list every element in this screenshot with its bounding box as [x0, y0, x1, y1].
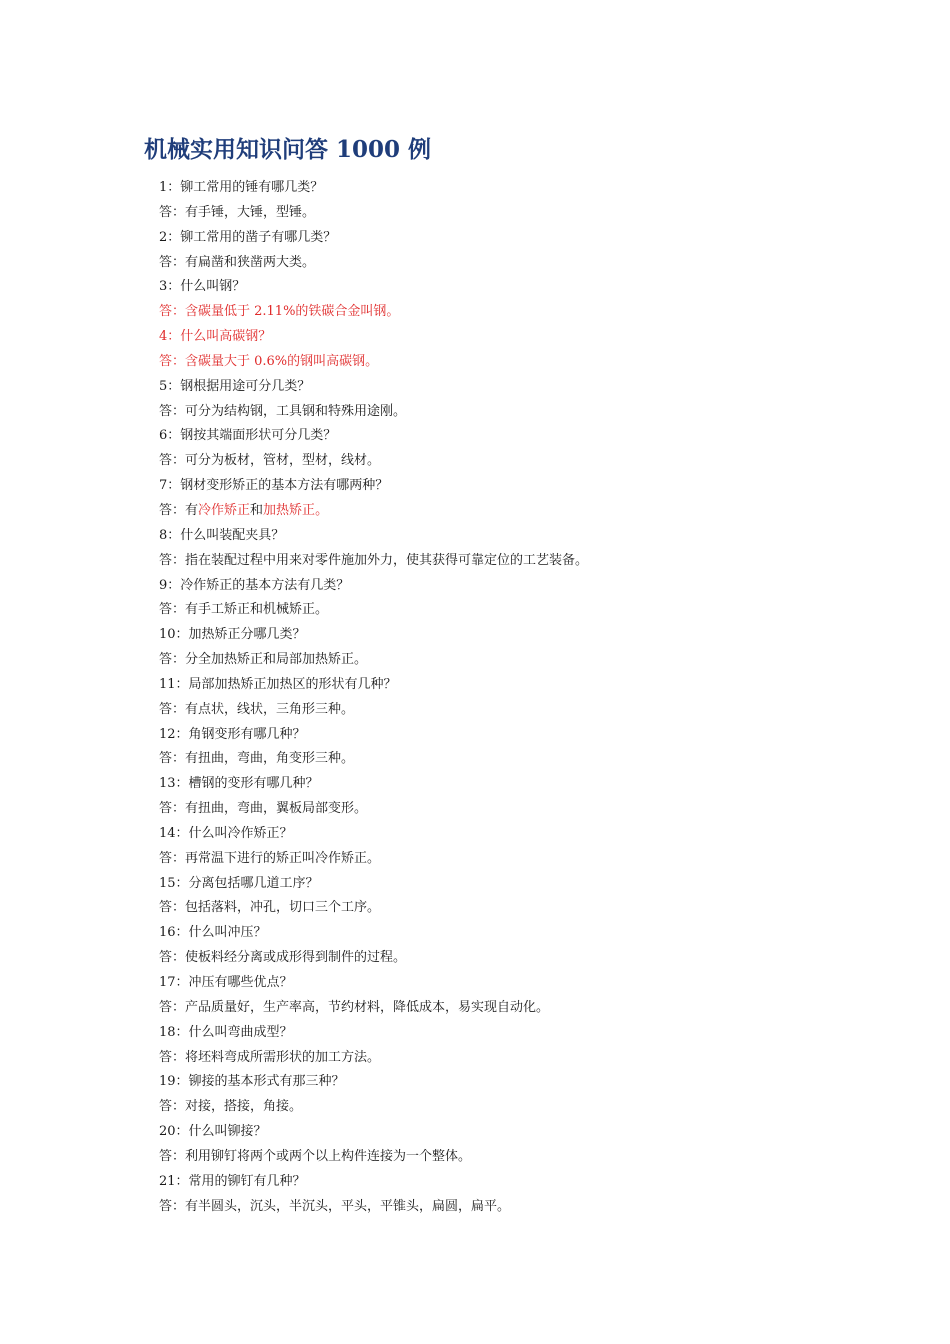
question-line: 2：铆工常用的凿子有哪几类？	[159, 229, 337, 245]
line-segment: 加热矫正	[263, 502, 316, 518]
question-line: 16：什么叫冲压？	[159, 925, 267, 941]
answer-line: 答：有手工矫正和机械矫正。	[159, 602, 329, 618]
line-segment: 。	[315, 502, 329, 518]
question-line: 20：什么叫铆接？	[159, 1124, 267, 1140]
question-line: 13：槽钢的变形有哪几种？	[159, 776, 319, 792]
answer-line: 答：含碳量大于 0.6%的钢叫高碳钢。	[159, 353, 379, 369]
question-line: 11：局部加热矫正加热区的形状有几种？	[159, 676, 397, 692]
question-line: 8：什么叫装配夹具？	[159, 527, 285, 543]
answer-line: 答：有扭曲，弯曲，翼板局部变形。	[159, 801, 368, 817]
question-line: 4：什么叫高碳钢？	[159, 329, 272, 345]
answer-line: 答：利用铆钉将两个或两个以上构件连接为一个整体。	[159, 1148, 472, 1164]
question-line: 12：角钢变形有哪几种？	[159, 726, 306, 742]
answer-line: 答：对接，搭接，角接。	[159, 1099, 303, 1115]
answer-line: 答：产品质量好，生产率高，节约材料，降低成本，易实现自动化。	[159, 999, 550, 1015]
question-line: 10：加热矫正分哪几类？	[159, 627, 306, 643]
answer-line: 答：使板料经分离或成形得到制件的过程。	[159, 950, 407, 966]
answer-line: 答：分全加热矫正和局部加热矫正。	[159, 652, 368, 668]
answer-line: 答：有扁凿和狭凿两大类。	[159, 254, 316, 270]
answer-line: 答：可分为板材，管材，型材，线材。	[159, 453, 381, 469]
line-segment: 冷作矫正	[198, 502, 251, 518]
question-line: 1：铆工常用的锤有哪几类？	[159, 180, 324, 195]
question-line: 21：常用的铆钉有几种？	[159, 1173, 306, 1189]
question-line: 5：钢根据用途可分几类？	[159, 378, 311, 394]
question-line: 7：钢材变形矫正的基本方法有哪两种？	[159, 478, 389, 494]
answer-line: 答：有点状，线状，三角形三种。	[159, 701, 355, 717]
answer-line: 答：包括落料，冲孔，切口三个工序。	[159, 900, 381, 916]
answer-line	[159, 499, 879, 524]
answer-line: 答：含碳量低于 2.11%的铁碳合金叫钢。	[159, 304, 400, 320]
line-segment: 答：有	[159, 502, 199, 518]
qa-list	[159, 176, 879, 1219]
question-line: 9：冷作矫正的基本方法有几类？	[159, 577, 350, 593]
document-title: 机械实用知识问答 1000 例	[144, 136, 432, 163]
answer-line: 答：可分为结构钢，工具钢和特殊用途刚。	[159, 403, 407, 419]
question-line: 3：什么叫钢？	[159, 279, 246, 295]
question-line: 14：什么叫冷作矫正？	[159, 825, 293, 841]
answer-line: 答：有扭曲，弯曲，角变形三种。	[159, 751, 355, 767]
answer-line: 答：有半圆头，沉头，半沉头，平头，平锥头，扁圆，扁平。	[159, 1198, 511, 1214]
question-line: 17：冲压有哪些优点？	[159, 975, 293, 990]
answer-line: 答：有手锤，大锤，型锤。	[159, 204, 316, 220]
question-line: 19：铆接的基本形式有那三种？	[159, 1074, 345, 1090]
answer-line: 答：指在装配过程中用来对零件施加外力，使其获得可靠定位的工艺装备。	[159, 552, 589, 568]
question-line: 18：什么叫弯曲成型？	[159, 1024, 293, 1040]
answer-line: 答：将坯料弯成所需形状的加工方法。	[159, 1049, 381, 1065]
question-line: 6：钢按其端面形状可分几类？	[159, 428, 337, 444]
line-segment: 和	[250, 502, 264, 518]
question-line: 15：分离包括哪几道工序？	[159, 875, 319, 891]
answer-line: 答：再常温下进行的矫正叫冷作矫正。	[159, 850, 381, 866]
